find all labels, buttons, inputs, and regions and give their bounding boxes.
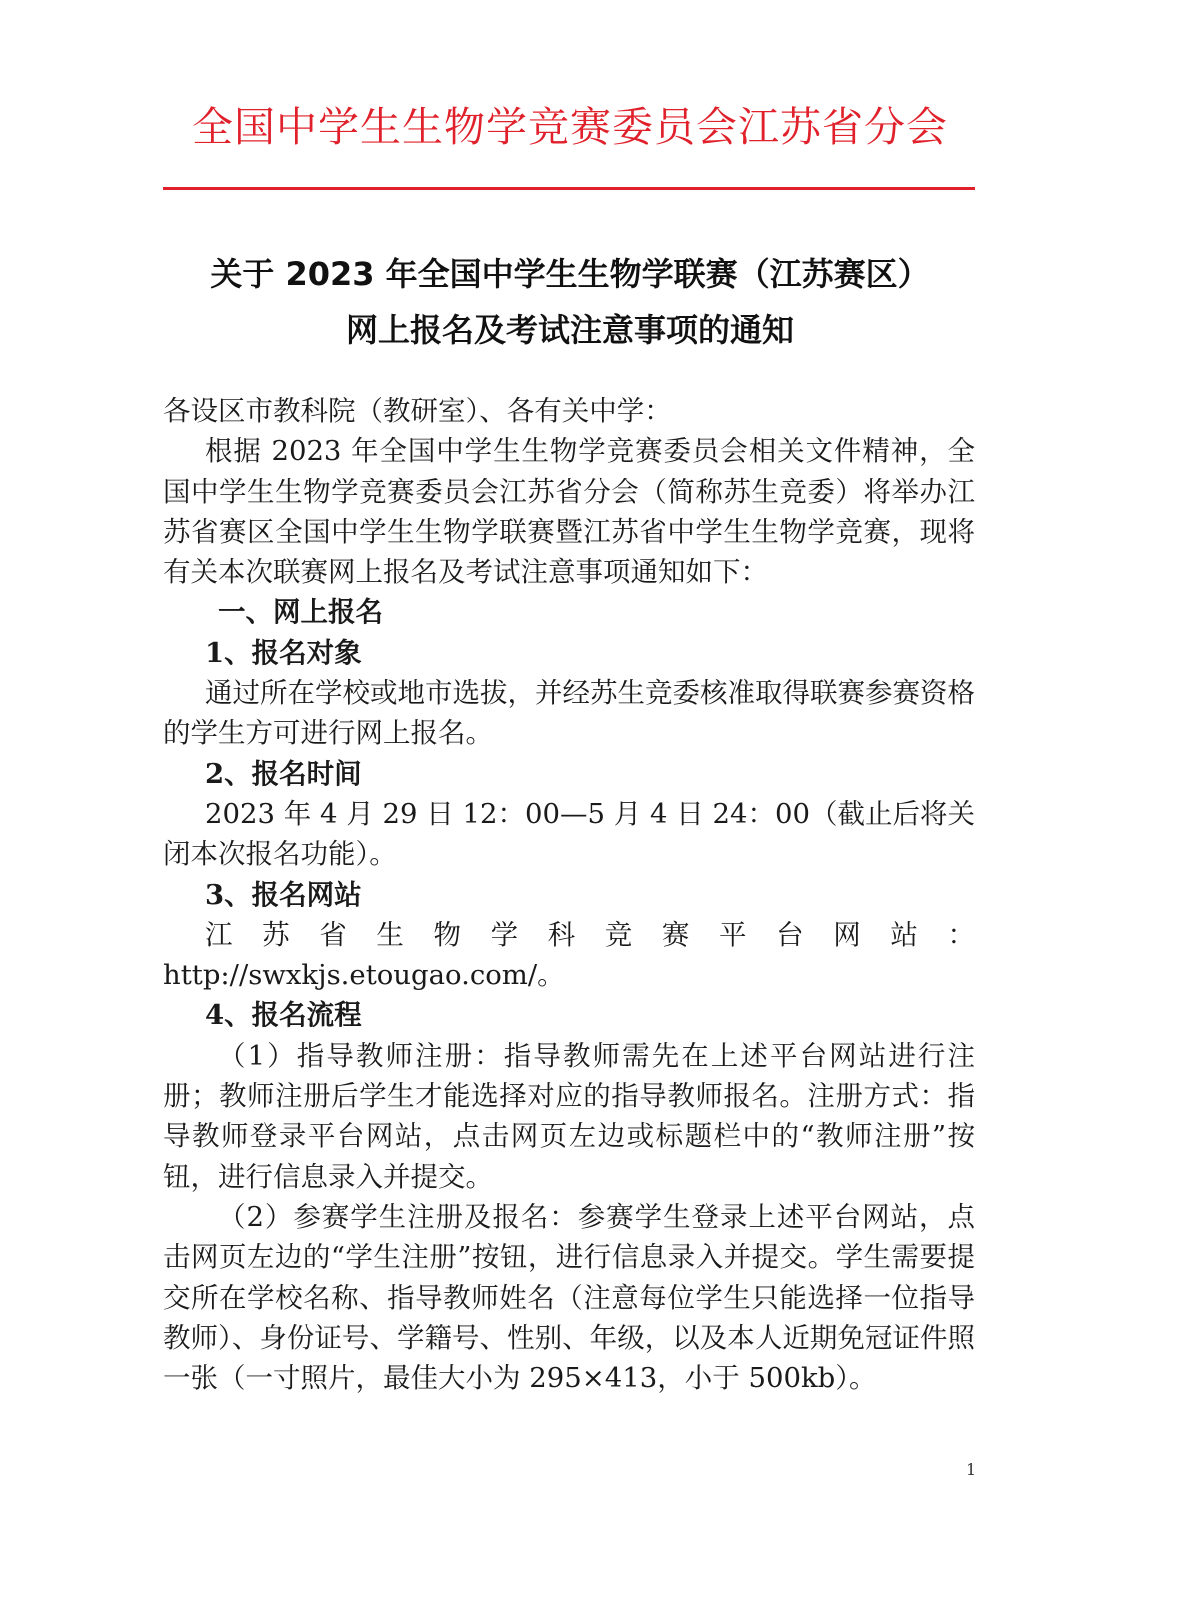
- item1-text: 通过所在学校或地市选拔，并经苏生竞委核准取得联赛参赛资格的学生方可进行网上报名。: [163, 677, 975, 750]
- item1-heading: 1、报名对象: [205, 636, 362, 669]
- item2-text: 2023 年 4 月 29 日 12：00—5 月 4 日 24：00（截止后将关闭本次报名功能）。: [163, 797, 975, 871]
- item4-heading: 4、报名流程: [205, 999, 362, 1032]
- intro-paragraph: 根据 2023 年全国中学生生物学竞赛委员会相关文件精神，全国中学生生物学竞赛委员会江苏省分会（简称苏生竞委）将举办江苏省赛区全国中学生生物学联赛暨江苏省中学生生物学竞赛，现将有关本次联赛网上报名及考试注意事项通知如下：: [163, 435, 975, 589]
- org-header: 全国中学生生物学竞赛委员会江苏省分会: [192, 103, 948, 151]
- notice-title: [150, 246, 990, 358]
- item3-label: 江苏省生物学科竞赛平台网站：: [205, 918, 975, 951]
- salutation: 各设区市教科院（教研室）、各有关中学：: [163, 395, 672, 427]
- page-number: 1: [966, 1460, 977, 1479]
- item3-heading: 3、报名网站: [205, 878, 362, 911]
- item4-step2: （2）参赛学生注册及报名：参赛学生登录上述平台网站，点击网页左边的“学生注册”按钮，进行信息录入并提交。学生需要提交所在学校名称、指导教师姓名（注意每位学生只能选择一位指导教师）、身份证号、学籍号、性别、年级，以及本人近期免冠证件照一张（一寸照片，最佳大小为 295×413，小于 500kb）。: [163, 1200, 975, 1395]
- red-divider: [163, 187, 975, 190]
- item3-url: http://swxkjs.etougao.com/。: [163, 959, 565, 992]
- notice-body: [163, 391, 975, 1398]
- notice-title-line2: 网上报名及考试注意事项的通知: [345, 311, 794, 349]
- section1-heading: 一、网上报名: [218, 596, 383, 629]
- item4-step1: （1）指导教师注册：指导教师需先在上述平台网站进行注册；教师注册后学生才能选择对应的指导教师报名。注册方式：指导教师登录平台网站，点击网页左边或标题栏中的“教师注册”按钮，进行信息录入并提交。: [163, 1039, 975, 1193]
- notice-title-line1: 关于 2023 年全国中学生生物学联赛（江苏赛区）: [210, 255, 930, 293]
- item2-heading: 2、报名时间: [205, 757, 362, 790]
